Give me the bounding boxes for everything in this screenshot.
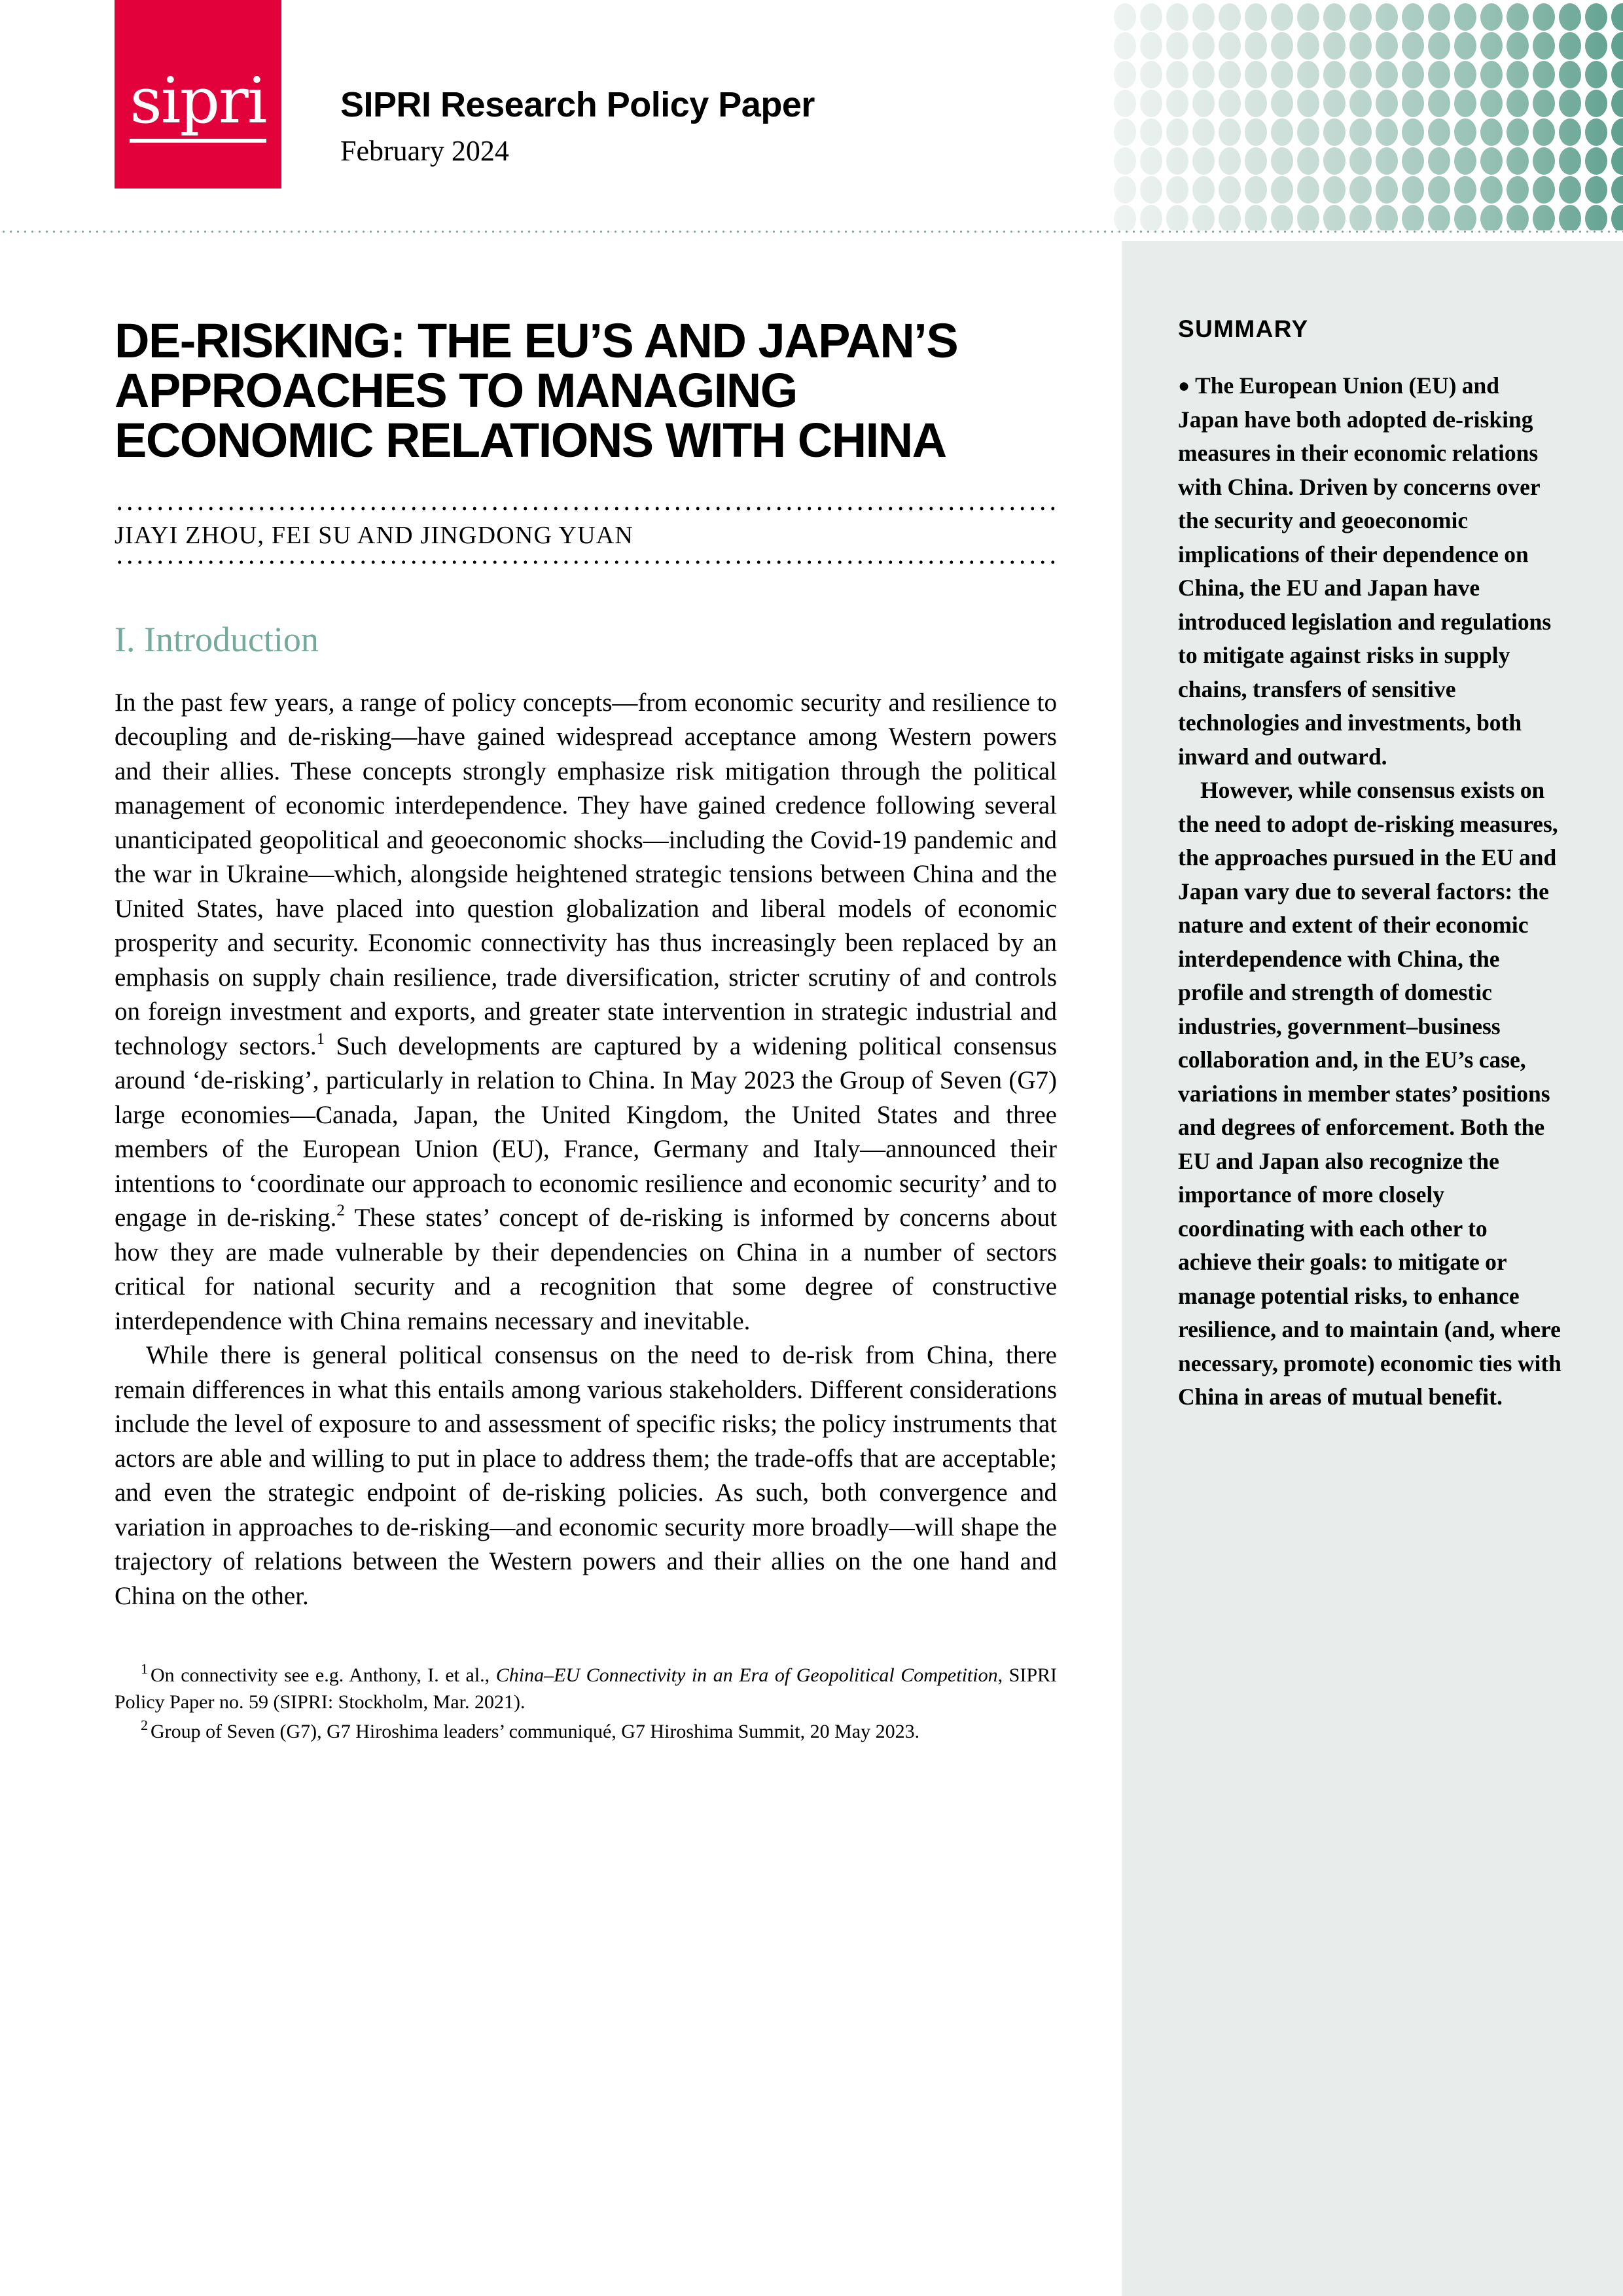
footnote-1-number: 1	[141, 1660, 148, 1677]
footnote-1	[115, 1662, 1057, 1715]
page-title: DE-RISKING: THE EU’S AND JAPAN’S APPROACHES TO MANAGING ECONOMIC RELATIONS WITH CHINA	[115, 314, 958, 468]
authors-divider-top	[115, 507, 1057, 511]
section-heading: I. Introduction	[115, 619, 319, 659]
sipri-wordmark-text: sipri	[130, 69, 266, 143]
footnote-ref-2[interactable]: 2	[336, 1202, 345, 1220]
summary-paragraph-1	[1178, 369, 1564, 774]
footnote-2-number: 2	[141, 1717, 148, 1734]
publication-date: February 2024	[340, 134, 509, 167]
decorative-dot-grid	[1113, 3, 1623, 230]
header-divider	[0, 230, 1623, 233]
footnote-1-text-before: On connectivity see e.g. Anthony, I. et al.,	[151, 1664, 496, 1687]
summary-paragraph-2: However, while consensus exists on the need to adopt de-risking measures, the approaches pursued in the EU and Japan vary due to several factors: the nature and extent of their economic interdependence with China, the profile and strength of domestic industries, government–business collaboration and, in the EU’s case, variations in member states’ positions and degrees of enforcement. Both the EU and Japan also recognize the importance of more closely coordinating with each other to achieve their goals: to mitigate or manage potential risks, to enhance resilience, and to maintain (and, where necessary, promote) economic ties with China in areas of mutual benefit.	[1178, 777, 1561, 1410]
page-header	[0, 0, 1623, 230]
footnote-1-text-after: , SIPRI Policy Paper no. 59 (SIPRI: Stockholm, Mar. 2021).	[115, 1664, 1058, 1713]
authors-byline: JIAYI ZHOU, FEI SU AND JINGDONG YUAN	[115, 521, 633, 549]
footnote-2-text: Group of Seven (G7), G7 Hiroshima leaders’ communiqué, G7 Hiroshima Summit, 20 May 2023.	[151, 1721, 920, 1743]
summary-heading: SUMMARY	[1178, 315, 1309, 342]
series-title: SIPRI Research Policy Paper	[340, 85, 815, 124]
header-text-block	[340, 86, 815, 167]
main-column	[115, 241, 1057, 1748]
body-paragraph-1	[115, 686, 1057, 1339]
footnote-ref-1[interactable]: 1	[316, 1030, 325, 1048]
bullet-icon: ●	[1178, 375, 1196, 397]
footnote-1-title: China–EU Connectivity in an Era of Geopolitical Competition	[495, 1664, 998, 1687]
body-paragraph-4: While there is general political consensus on the need to de-risk from China, there remain differences in what this entails among various stakeholders. Different considerations include the level of exposure to and assessment of specific risks; the policy instruments that actors are able and willing to put in place to address them; the trade-offs that are acceptable; and even the strategic endpoint of de-risking policies. As such, both convergence and variation in approaches to de-risking—and economic security more broadly—will shape the trajectory of relations between the Western powers and their allies on the one hand and China on the other.	[115, 1341, 1057, 1610]
summary-sidebar	[1122, 241, 1623, 2296]
body-paragraph-3-text: These states’ concept of de-risking is informed by concerns about how they are made vulnerable by their dependencies on China in a number of sectors critical for national security and a recognition that some degree of constructive interdependence with China remains necessary and inevitable.	[115, 1204, 1058, 1335]
footnote-2	[115, 1718, 1057, 1745]
body-paragraph-1-text: In the past few years, a range of policy concepts—from economic security and resilience to decoupling and de-risking—have gained widespread acceptance among Western powers and their allies. These concepts strongly emphasize risk mitigation through the political management of economic interdependence. They have gained credence following several unanticipated geopolitical and geoeconomic shocks—including the Covid-19 pandemic and the war in Ukraine—which, alongside heightened strategic tensions between China and the United States, have placed into question globalization and liberal models of economic prosperity and security. Economic connectivity has thus increasingly been replaced by an emphasis on supply chain resilience, trade diversification, stricter scrutiny of and controls on foreign investment and exports, and greater state intervention in strategic industrial and technology sectors.	[115, 688, 1057, 1060]
summary-paragraph-1-text: The European Union (EU) and Japan have both adopted de-risking measures in their economic relations with China. Driven by concerns over the security and geoeconomic implications of their dependence on China, the EU and Japan have introduced legislation and regulations to mitigate against risks in supply chains, transfers of sensitive technologies and investments, both inward and outward.	[1178, 372, 1552, 770]
sipri-logo	[115, 0, 281, 188]
authors-divider-bottom	[115, 560, 1057, 564]
footnotes-block	[115, 1662, 1057, 1745]
body-paragraph-2-text: Such developments are captured by a widening political consensus around ‘de-risking’, particularly in relation to China. In May 2023 the Group of Seven (G7) large economies—Canada, Japan, the United Kingdom, the United States and three members of the European Union (EU), France, Germany and Italy—announced their intentions to ‘coordinate our approach to economic resilience and economic security’ and to engage in de-risking.	[115, 1031, 1058, 1232]
